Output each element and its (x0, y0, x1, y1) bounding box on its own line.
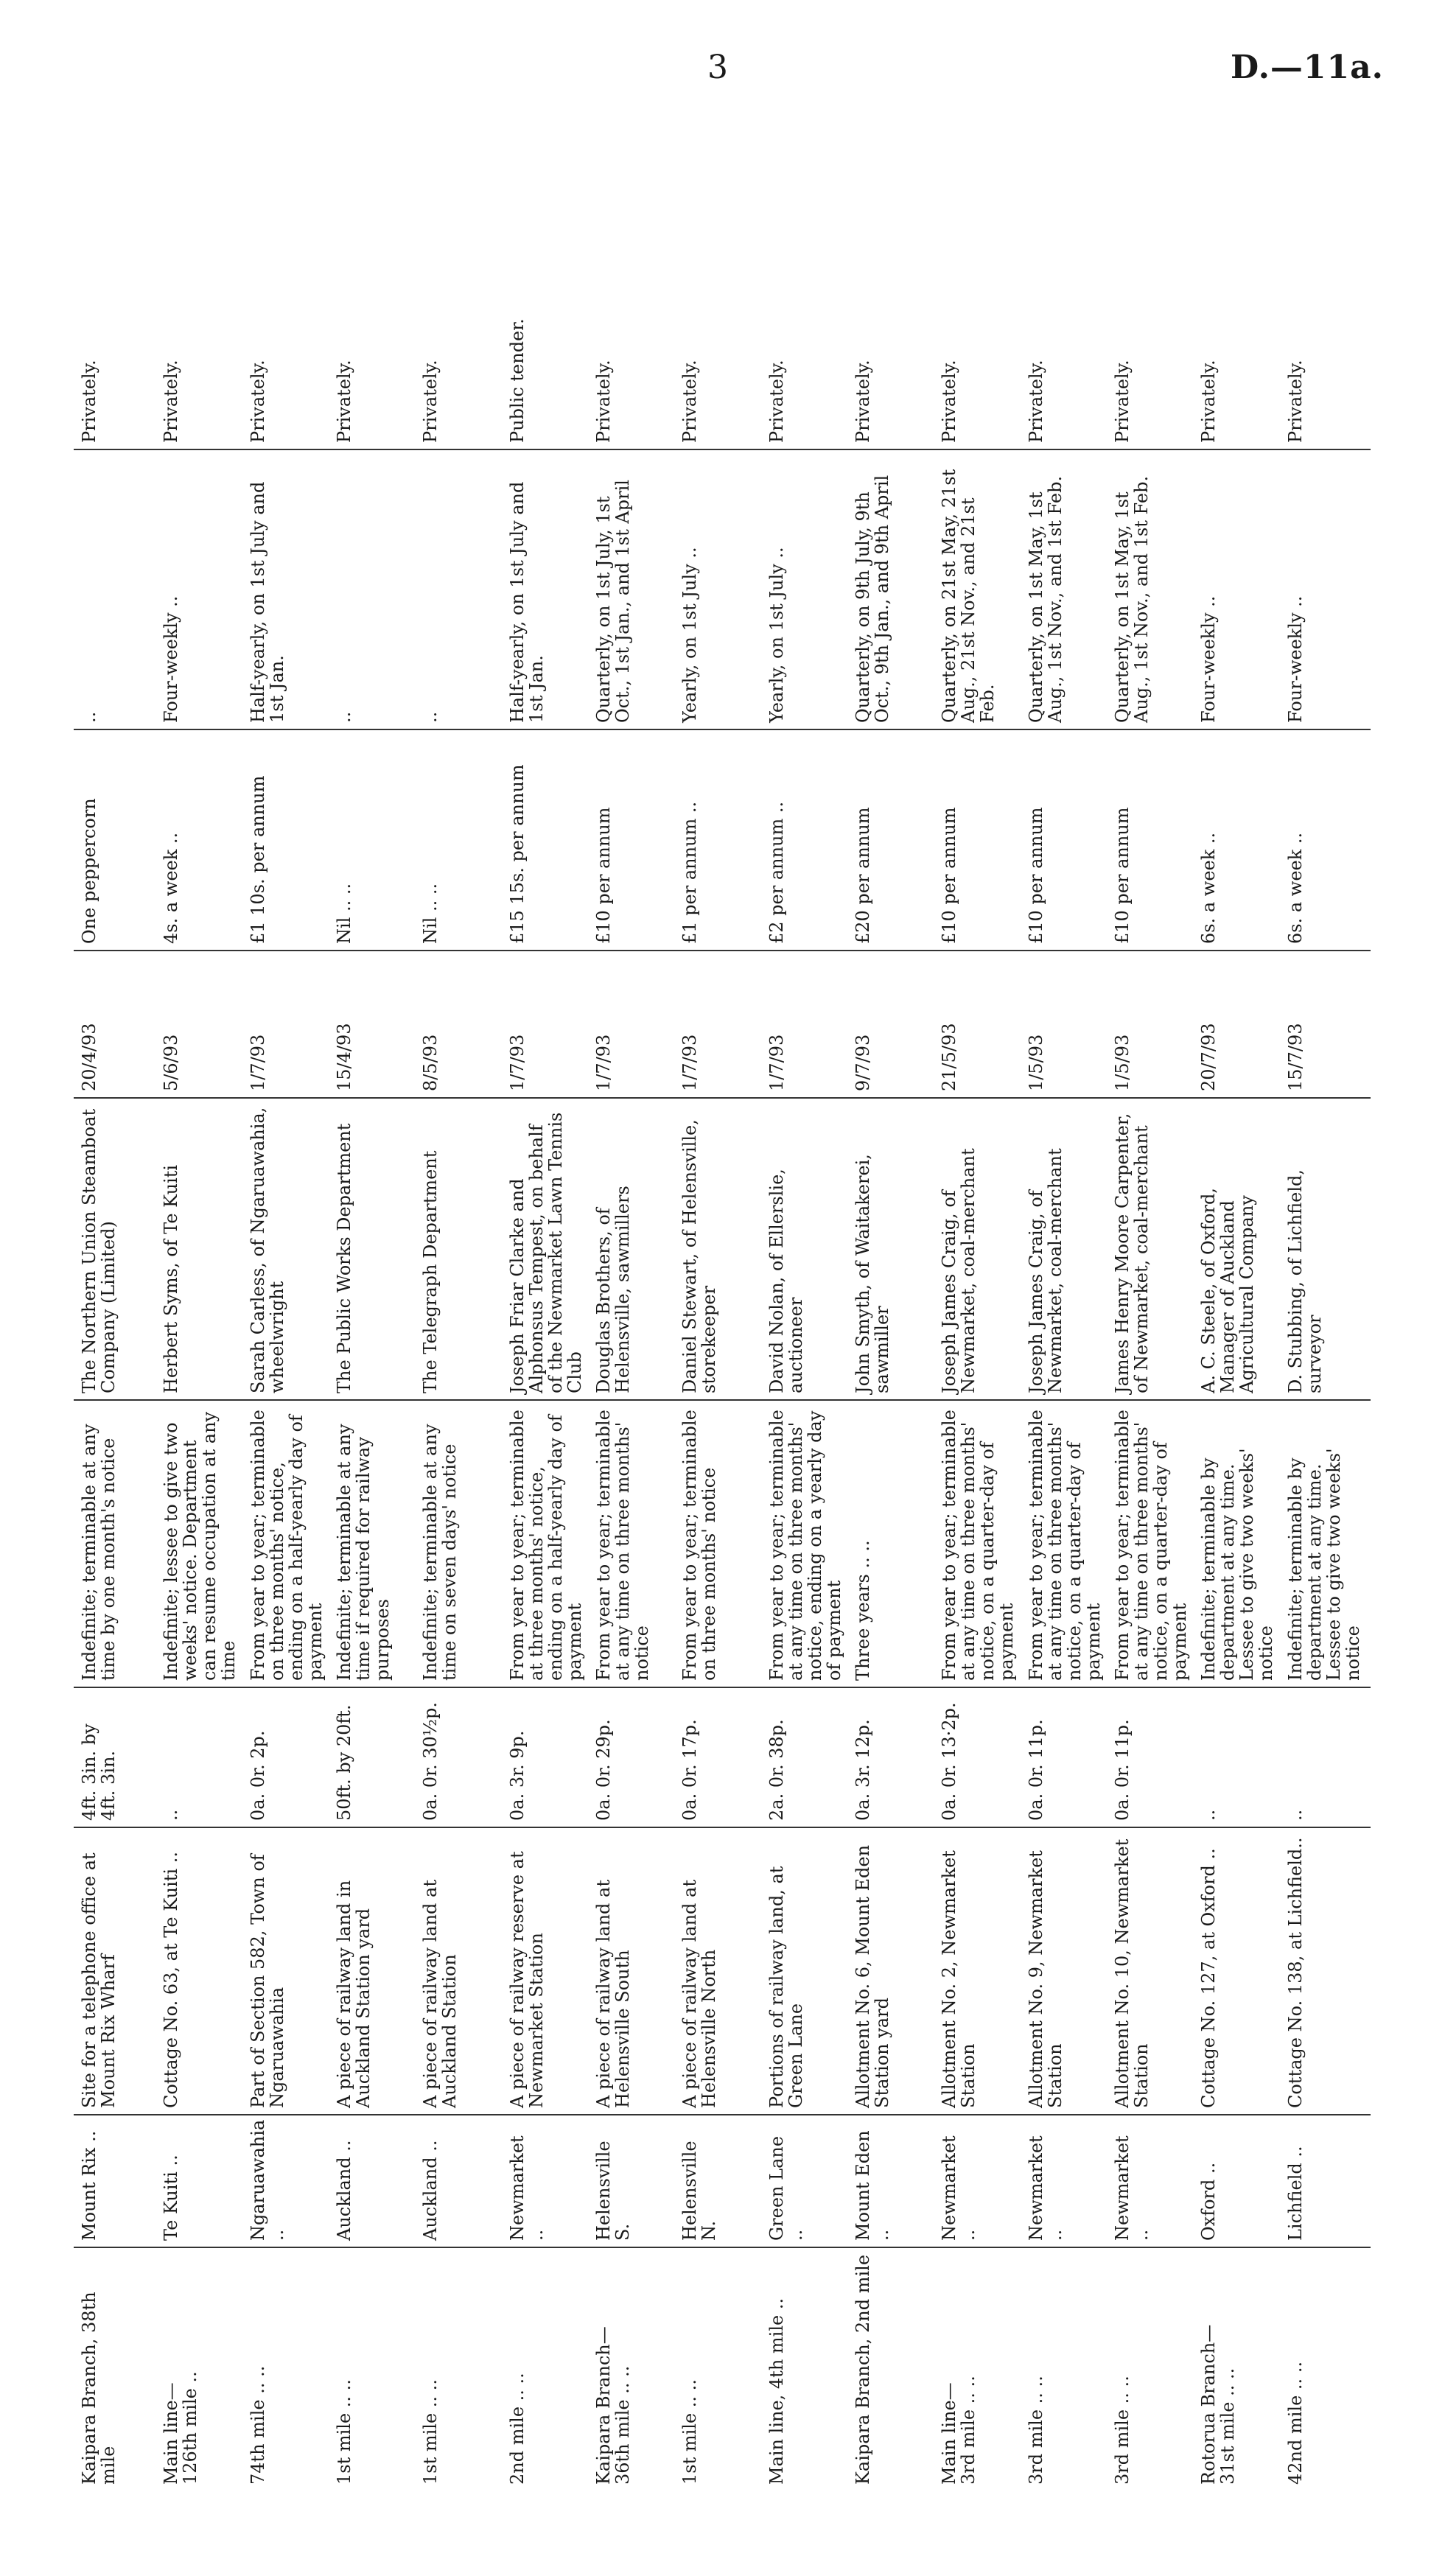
lessee-cell: John Smyth, of Waitakerei, sawmiller (852, 1098, 938, 1400)
area-cell: .. (160, 1687, 246, 1827)
date-cell: 1/7/93 (247, 951, 333, 1098)
tenure-cell: Indefinite; terminable at any time if required for railway purposes (333, 1400, 419, 1687)
date-cell: 15/7/93 (1284, 951, 1371, 1098)
rent-cell: 4s. a week .. (160, 729, 246, 951)
lessee-cell: Joseph Friar Clarke and Alphonsus Tempest, on behalf of the Newmarket Lawn Tennis Club (506, 1098, 592, 1400)
date-cell: 1/7/93 (679, 951, 765, 1098)
date-cell: 5/6/93 (160, 951, 246, 1098)
table-row (592, 177, 679, 2491)
rent-cell: £10 per annum (592, 729, 679, 951)
mileage-cell: 3rd mile .. .. (1025, 2376, 1046, 2485)
method-cell: Privately. (1197, 177, 1284, 449)
rent-cell: One peppercorn (74, 729, 160, 951)
tenure-cell: Indefinite; terminable by department at any time. Lessee to give two weeks' notice (1197, 1400, 1284, 1687)
station-cell: Newmarket .. (938, 2115, 1024, 2247)
mileage-cell: Main line, 4th mile .. (766, 2297, 787, 2485)
area-cell: .. (1284, 1687, 1371, 1827)
mileage-cell: 3rd mile .. .. (1111, 2376, 1133, 2485)
mileage-cell: Kaipara Branch, 2nd mile (852, 2254, 873, 2485)
rent-cell: £10 per annum (1025, 729, 1111, 951)
rent-cell: £10 per annum (1111, 729, 1197, 951)
area-cell: 0a. 0r. 11p. (1111, 1687, 1197, 1827)
description-cell: Allotment No. 10, Newmarket Station (1111, 1827, 1197, 2115)
rent-cell: £15 15s. per annum (506, 729, 592, 951)
rent-cell: £20 per annum (852, 729, 938, 951)
tenure-cell: From year to year; terminable at any time on three months' notice, on a quarter-day of payment (938, 1400, 1024, 1687)
tenure-cell: From year to year; terminable at any time on three months' notice, on a quarter-day of payment (1025, 1400, 1111, 1687)
method-cell: Privately. (938, 177, 1024, 449)
payment-terms-cell: Quarterly, on 1st May, 1st Aug., 1st Nov., and 1st Feb. (1111, 449, 1197, 729)
lessee-cell: The Northern Union Steamboat Company (Limited) (74, 1098, 160, 1400)
mileage-cell: 1st mile .. .. (420, 2379, 441, 2485)
area-cell: 0a. 3r. 9p. (506, 1687, 592, 1827)
method-cell: Privately. (852, 177, 938, 449)
rent-cell: £2 per annum .. (766, 729, 852, 951)
description-cell: Part of Section 582, Town of Ngaruawahia (247, 1827, 333, 2115)
tenure-cell: From year to year; terminable on three months' notice, ending on a half-yearly day of payment (247, 1400, 333, 1687)
description-cell: A piece of railway land at Auckland Station (419, 1827, 505, 2115)
table-row (1025, 177, 1111, 2491)
station-cell: Newmarket .. (1111, 2115, 1197, 2247)
method-cell: Privately. (1284, 177, 1371, 449)
tenure-cell: Indefinite; lessee to give two weeks' notice. Department can resume occupation at any time (160, 1400, 246, 1687)
area-cell: .. (1197, 1687, 1284, 1827)
station-cell: Oxford .. (1197, 2115, 1284, 2247)
payment-terms-cell: Four-weekly .. (1197, 449, 1284, 729)
mileage-cell: Kaipara Branch, 38th mile (79, 2292, 119, 2485)
description-cell: Cottage No. 138, at Lichfield.. (1284, 1827, 1371, 2115)
rent-cell: 6s. a week .. (1197, 729, 1284, 951)
station-cell: Auckland .. (333, 2115, 419, 2247)
table-row (679, 177, 765, 2491)
date-cell: 15/4/93 (333, 951, 419, 1098)
station-cell: Auckland .. (419, 2115, 505, 2247)
mileage-cell: 42nd mile .. .. (1284, 2361, 1306, 2485)
tenure-cell: From year to year; terminable at three months' notice, ending on a half-yearly day of payment (506, 1400, 592, 1687)
station-cell: Helensville N. (679, 2115, 765, 2247)
area-cell: 0a. 0r. 13·2p. (938, 1687, 1024, 1827)
rent-cell: 6s. a week .. (1284, 729, 1371, 951)
date-cell: 1/7/93 (592, 951, 679, 1098)
method-cell: Privately. (592, 177, 679, 449)
area-cell: 0a. 0r. 11p. (1025, 1687, 1111, 1827)
date-cell: 1/7/93 (506, 951, 592, 1098)
table-row (74, 177, 160, 2491)
payment-terms-cell: .. (74, 449, 160, 729)
method-cell: Privately. (333, 177, 419, 449)
area-cell: 0a. 0r. 17p. (679, 1687, 765, 1827)
tenure-cell: Indefinite; terminable at any time on seven days' notice (419, 1400, 505, 1687)
lessee-cell: Douglas Brothers, of Helensville, sawmillers (592, 1098, 679, 1400)
table-row (1197, 177, 1284, 2491)
description-cell: Portions of railway land, at Green Lane (766, 1827, 852, 2115)
mileage-cell: 2nd mile .. .. (506, 2373, 528, 2485)
description-cell: Cottage No. 63, at Te Kuiti .. (160, 1827, 246, 2115)
lease-table (74, 177, 1371, 2491)
table-row (419, 177, 505, 2491)
rent-cell: Nil .. .. (333, 729, 419, 951)
description-cell: Allotment No. 6, Mount Eden Station yard (852, 1827, 938, 2115)
table-row (852, 177, 938, 2491)
date-cell: 1/5/93 (1111, 951, 1197, 1098)
method-cell: Privately. (160, 177, 246, 449)
date-cell: 1/5/93 (1025, 951, 1111, 1098)
payment-terms-cell: Four-weekly .. (1284, 449, 1371, 729)
description-cell: Allotment No. 2, Newmarket Station (938, 1827, 1024, 2115)
lessee-cell: Joseph James Craig, of Newmarket, coal-merchant (1025, 1098, 1111, 1400)
lessee-cell: Sarah Carless, of Ngaruawahia, wheelwright (247, 1098, 333, 1400)
method-cell: Privately. (247, 177, 333, 449)
lessee-cell: James Henry Moore Carpenter, of Newmarket, coal-merchant (1111, 1098, 1197, 1400)
rent-cell: £1 10s. per annum (247, 729, 333, 951)
mileage-cell: Main line— 126th mile .. (161, 2371, 201, 2485)
method-cell: Privately. (766, 177, 852, 449)
station-cell: Newmarket .. (1025, 2115, 1111, 2247)
lease-table-body (74, 177, 1371, 2491)
payment-terms-cell: Quarterly, on 1st July, 1st Oct., 1st Jan., and 1st April (592, 449, 679, 729)
table-row (160, 177, 246, 2491)
document-reference: D.—11a. (1231, 49, 1384, 86)
station-cell: Lichfield .. (1284, 2115, 1371, 2247)
date-cell: 21/5/93 (938, 951, 1024, 1098)
table-row (766, 177, 852, 2491)
description-cell: Allotment No. 9, Newmarket Station (1025, 1827, 1111, 2115)
tenure-cell: From year to year; terminable at any time on three months' notice (592, 1400, 679, 1687)
description-cell: A piece of railway land at Helensville North (679, 1827, 765, 2115)
area-cell: 0a. 0r. 2p. (247, 1687, 333, 1827)
table-row (938, 177, 1024, 2491)
date-cell: 1/7/93 (766, 951, 852, 1098)
rent-cell: £10 per annum (938, 729, 1024, 951)
date-cell: 20/7/93 (1197, 951, 1284, 1098)
description-cell: A piece of railway land in Auckland Station yard (333, 1827, 419, 2115)
tenure-cell: From year to year; terminable at any time on three months' notice, ending on a yearly day of payment (766, 1400, 852, 1687)
mileage-cell: Main line— 3rd mile .. .. (939, 2376, 979, 2485)
date-cell: 9/7/93 (852, 951, 938, 1098)
method-cell: Public tender. (506, 177, 592, 449)
mileage-cell: Rotorua Branch— 31st mile .. .. (1198, 2324, 1239, 2485)
tenure-cell: From year to year; terminable at any time on three months' notice, on a quarter-day of payment (1111, 1400, 1197, 1687)
area-cell: 0a. 0r. 29p. (592, 1687, 679, 1827)
date-cell: 20/4/93 (74, 951, 160, 1098)
method-cell: Privately. (1111, 177, 1197, 449)
mileage-cell: Kaipara Branch— 36th mile .. .. (592, 2326, 633, 2485)
rent-cell: Nil .. .. (419, 729, 505, 951)
payment-terms-cell: Quarterly, on 9th July, 9th Oct., 9th Jan., and 9th April (852, 449, 938, 729)
description-cell: A piece of railway reserve at Newmarket Station (506, 1827, 592, 2115)
station-cell: Ngaruawahia .. (247, 2115, 333, 2247)
payment-terms-cell: Yearly, on 1st July .. (766, 449, 852, 729)
tenure-cell: From year to year; terminable on three months' notice (679, 1400, 765, 1687)
station-cell: Mount Rix .. (74, 2115, 160, 2247)
description-cell: Site for a telephone office at Mount Rix Wharf (74, 1827, 160, 2115)
method-cell: Privately. (1025, 177, 1111, 449)
lessee-cell: Joseph James Craig, of Newmarket, coal-merchant (938, 1098, 1024, 1400)
mileage-cell: 1st mile .. .. (679, 2379, 701, 2485)
station-cell: Te Kuiti .. (160, 2115, 246, 2247)
table-row (506, 177, 592, 2491)
payment-terms-cell: .. (333, 449, 419, 729)
area-cell: 4ft. 3in. by 4ft. 3in. (74, 1687, 160, 1827)
area-cell: 50ft. by 20ft. (333, 1687, 419, 1827)
mileage-cell: 74th mile .. .. (247, 2365, 268, 2485)
payment-terms-cell: Quarterly, on 21st May, 21st Aug., 21st Nov., and 21st Feb. (938, 449, 1024, 729)
lessee-cell: D. Stubbing, of Lichfield, surveyor (1284, 1098, 1371, 1400)
lessee-cell: Daniel Stewart, of Helensville, storekeeper (679, 1098, 765, 1400)
payment-terms-cell: Yearly, on 1st July .. (679, 449, 765, 729)
lessee-cell: Herbert Syms, of Te Kuiti (160, 1098, 246, 1400)
table-row (247, 177, 333, 2491)
lessee-cell: The Telegraph Department (419, 1098, 505, 1400)
payment-terms-cell: Half-yearly, on 1st July and 1st Jan. (506, 449, 592, 729)
tenure-cell: Indefinite; terminable at any time by one month's notice (74, 1400, 160, 1687)
payment-terms-cell: .. (419, 449, 505, 729)
table-row (333, 177, 419, 2491)
tenure-cell: Three years .. .. (852, 1400, 938, 1687)
station-cell: Helensville S. (592, 2115, 679, 2247)
station-cell: Newmarket .. (506, 2115, 592, 2247)
area-cell: 0a. 3r. 12p. (852, 1687, 938, 1827)
station-cell: Mount Eden .. (852, 2115, 938, 2247)
lessee-cell: The Public Works Department (333, 1098, 419, 1400)
payment-terms-cell: Quarterly, on 1st May, 1st Aug., 1st Nov., and 1st Feb. (1025, 449, 1111, 729)
lessee-cell: David Nolan, of Ellerslie, auctioneer (766, 1098, 852, 1400)
method-cell: Privately. (679, 177, 765, 449)
payment-terms-cell: Four-weekly .. (160, 449, 246, 729)
tenure-cell: Indefinite; terminable by department at any time. Lessee to give two weeks' notice (1284, 1400, 1371, 1687)
table-row (1111, 177, 1197, 2491)
area-cell: 2a. 0r. 38p. (766, 1687, 852, 1827)
table-row (1284, 177, 1371, 2491)
method-cell: Privately. (419, 177, 505, 449)
method-cell: Privately. (74, 177, 160, 449)
description-cell: Cottage No. 127, at Oxford .. (1197, 1827, 1284, 2115)
date-cell: 8/5/93 (419, 951, 505, 1098)
rent-cell: £1 per annum .. (679, 729, 765, 951)
page-number: 3 (707, 49, 728, 86)
description-cell: A piece of railway land at Helensville South (592, 1827, 679, 2115)
station-cell: Green Lane .. (766, 2115, 852, 2247)
area-cell: 0a. 0r. 30½p. (419, 1687, 505, 1827)
payment-terms-cell: Half-yearly, on 1st July and 1st Jan. (247, 449, 333, 729)
rotated-table-container (74, 177, 1371, 2491)
lessee-cell: A. C. Steele, of Oxford, Manager of Auckland Agricultural Company (1197, 1098, 1284, 1400)
mileage-cell: 1st mile .. .. (333, 2379, 354, 2485)
